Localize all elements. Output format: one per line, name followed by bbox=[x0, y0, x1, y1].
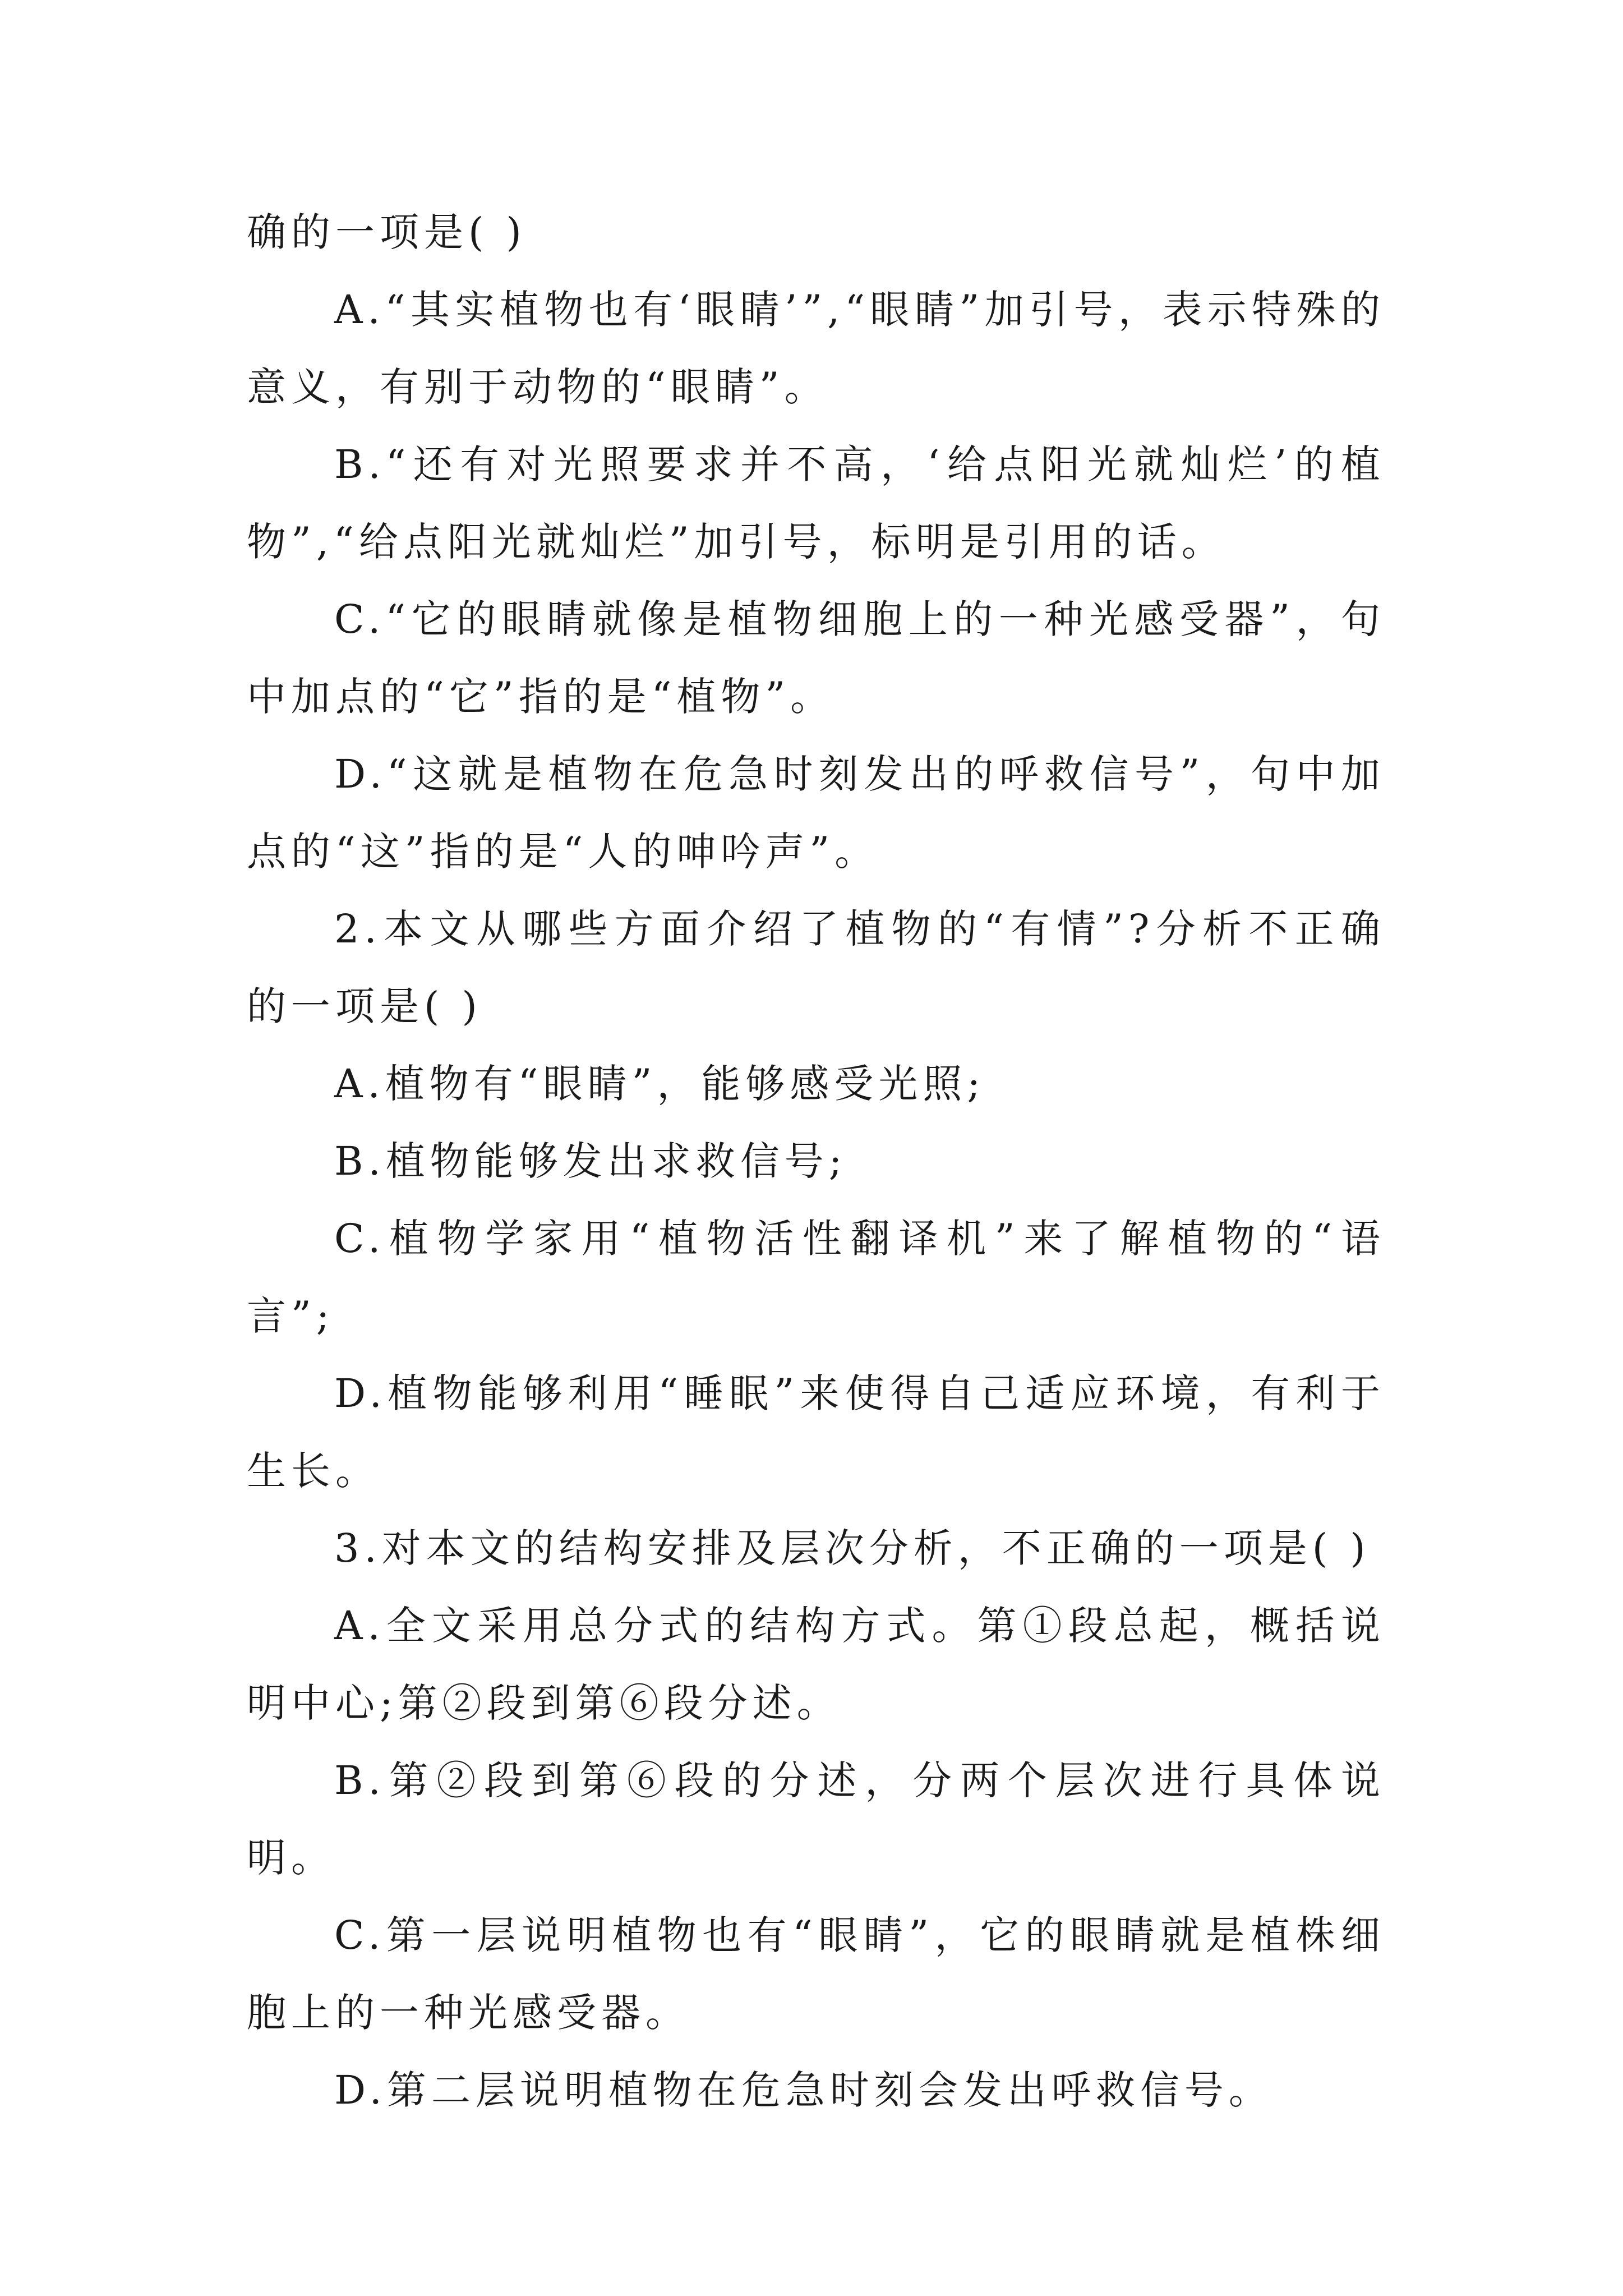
q2-option-d: D.植物能够利用“睡眠”来使得自己适应环境，有利于生长。 bbox=[247, 1370, 1385, 1494]
q3-option-b: B.第②段到第⑥段的分述，分两个层次进行具体说明。 bbox=[247, 1757, 1385, 1881]
q1-option-d: D.“这就是植物在危急时刻发出的呼救信号”，句中加点的“这”指的是“人的呻吟声”。 bbox=[247, 751, 1385, 875]
q2-stem: 2.本文从哪些方面介绍了植物的“有情”?分析不正确的一项是( ) bbox=[247, 906, 1385, 1029]
q2-option-c: C.植物学家用“植物活性翻译机”来了解植物的“语言”; bbox=[247, 1216, 1385, 1339]
question-content bbox=[247, 194, 1385, 2129]
q1-option-b: B.“还有对光照要求并不高，‘给点阳光就灿烂’的植物”,“给点阳光就灿烂”加引号，标明是引用的话。 bbox=[247, 441, 1385, 565]
q3-option-d: D.第二层说明植物在危急时刻会发出呼救信号。 bbox=[334, 2067, 1273, 2113]
q1-stem-tail: 确的一项是( ) bbox=[247, 209, 527, 255]
q3-stem: 3.对本文的结构安排及层次分析，不正确的一项是( ) bbox=[334, 1525, 1371, 1571]
q2-option-a: A.植物有“眼睛”，能够感受光照; bbox=[334, 1061, 985, 1107]
q2-option-b: B.植物能够发出求救信号; bbox=[334, 1138, 847, 1184]
q1-option-c: C.“它的眼睛就像是植物细胞上的一种光感受器”，句中加点的“它”指的是“植物”。 bbox=[247, 596, 1385, 720]
q3-option-a: A.全文采用总分式的结构方式。第①段总起，概括说明中心;第②段到第⑥段分述。 bbox=[247, 1603, 1385, 1726]
q3-option-c: C.第一层说明植物也有“眼睛”，它的眼睛就是植株细胞上的一种光感受器。 bbox=[247, 1912, 1385, 2036]
q1-option-a: A.“其实植物也有‘眼睛’”,“眼睛”加引号，表示特殊的意义，有别于动物的“眼睛”。 bbox=[247, 287, 1385, 410]
